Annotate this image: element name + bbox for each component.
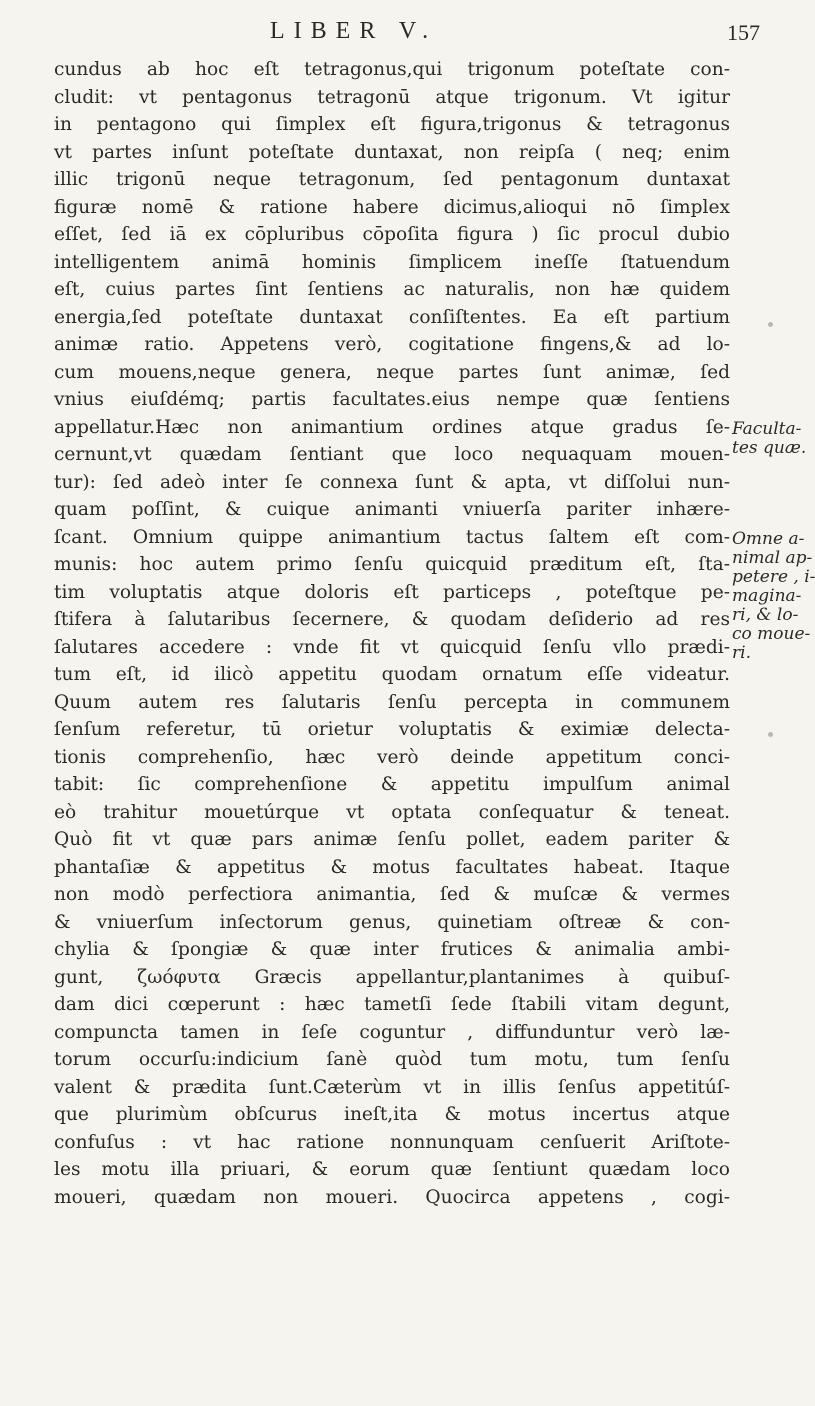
text-line: eſt, cuius partes ſint ſentiens ac naturalis, non hæ quidem [54,279,730,300]
text-line: compuncta tamen in ſeſe coguntur , diffunduntur verò læ- [54,1021,730,1043]
margin-note-line: ri, & lo- [732,604,799,625]
text-line: les motu illa priuari, & eorum quæ ſentiunt quædam loco [54,1159,730,1180]
page-header [60,18,760,58]
text-line: cludit: vt pentagonus tetragonū atque trigonum. Vt igitur [54,86,730,108]
text-line: animæ ratio. Appetens verò, cogitatione fingens,& ad lo- [54,334,730,355]
text-line: Quò fit vt quæ pars animæ ſenſu pollet, eadem pariter & [54,829,730,850]
text-line: ſalutares accedere : vnde fit vt quicquid ſenſu vllo prædi- [54,636,730,658]
text-line: chylia & ſpongiæ & quæ inter frutices & animalia ambi- [54,939,730,960]
text-line: Quum autem res ſalutaris ſenſu percepta in communem [54,691,730,713]
text-line: torum occurſu:indicium ſanè quòd tum motu, tum ſenſu [54,1049,730,1070]
text-line: cundus ab hoc eſt tetragonus,qui trigonum poteſtate con- [54,59,730,80]
margin-note-line: Faculta- [732,418,802,439]
text-line: moueri, quædam non moueri. Quocirca appetens , cogi- [54,1186,730,1208]
text-line: phantaſiæ & appetitus & motus facultates habeat. Itaque [54,856,730,878]
margin-note-line: Omne a- [732,528,805,549]
main-text [54,56,730,1211]
text-line: tionis comprehenſio, hæc verò deinde appetitum conci- [54,746,730,768]
text-line: tum eſt, id ilicò appetitu quodam ornatum eſſe videatur. [54,664,730,685]
text-line: vt partes inſunt poteſtate duntaxat, non reipſa ( neq; enim [54,141,730,163]
margin-note-line: magina- [732,585,802,606]
text-line: gunt, ζωόφυτα Græcis appellantur,plantanimes à quibuſ- [54,966,730,988]
text-line: cum mouens,neque genera, neque partes ſunt animæ, ſed [54,361,730,383]
text-line: tabit: ſic comprehenſione & appetitu impulſum animal [54,774,730,795]
text-line: tur): ſed adeò inter ſe connexa ſunt & apta, vt diſſolui nun- [54,471,730,493]
text-line: cernunt,vt quædam ſentiant que loco nequaquam mouen- [54,444,730,465]
text-line: vnius eiuſdémq; partis facultates.eius nempe quæ ſentiens [54,389,730,410]
text-line: ſtifera à ſalutaribus ſecernere, & quodam deſiderio ad res [54,609,730,630]
text-line: confuſus : vt hac ratione nonnunquam cenſuerit Ariſtote- [54,1131,730,1153]
margin-note [732,420,806,458]
text-line: tim voluptatis atque doloris eſt particeps , poteſtque pe- [54,581,730,603]
text-line: intelligentem animā hominis ſimplicem ineſſe ſtatuendum [54,251,730,273]
text-line: eò trahitur mouetúrque vt optata conſequatur & teneat. [54,801,730,823]
ink-speck [768,322,773,327]
text-line: ſenſum referetur, tū orietur voluptatis & eximiæ delecta- [54,719,730,740]
margin-note-line: co moue- [732,623,811,644]
text-line: figuræ nomē & ratione habere dicimus,alioqui nō ſimplex [54,196,730,218]
text-line: munis: hoc autem primo ſenſu quicquid præditum eſt, ſta- [54,554,730,575]
text-line: ſcant. Omnium quippe animantium tactus ſaltem eſt com- [54,526,730,548]
text-line: & vniuerſum inſectorum genus, quinetiam oſtreæ & con- [54,911,730,933]
text-line: quam poſſint, & cuique animanti vniuerſa pariter inhære- [54,499,730,520]
text-line: valent & prædita ſunt.Cæterùm vt in illis ſenſus appetitúſ- [54,1076,730,1098]
text-line: que plurimùm obſcurus ineſt,ita & motus incertus atque [54,1104,730,1125]
text-line: eſſet, ſed iā ex cōpluribus cōpoſita figura ) ſic procul dubio [54,224,730,245]
text-line: appellatur.Hæc non animantium ordines atque gradus ſe- [54,416,730,438]
ink-speck [768,732,773,737]
running-title: LIBER V. [270,18,438,44]
text-line: non modò perfectiora animantia, ſed & muſcæ & vermes [54,884,730,905]
page-number: 157 [727,20,760,45]
margin-note-line: ri. [732,642,751,663]
text-line: energia,ſed poteſtate duntaxat conſiſtentes. Ea eſt partium [54,306,730,328]
margin-note [732,530,815,663]
text-line: illic trigonū neque tetragonum, ſed pentagonum duntaxat [54,169,730,190]
margin-note-line: petere , i- [732,566,815,587]
text-line: dam dici cœperunt : hæc tametſi ſede ſtabili vitam degunt, [54,994,730,1015]
margin-note-line: nimal ap- [732,547,813,568]
margin-note-line: tes quæ. [732,437,807,458]
text-line: in pentagono qui ſimplex eſt figura,trigonus & tetragonus [54,114,730,135]
